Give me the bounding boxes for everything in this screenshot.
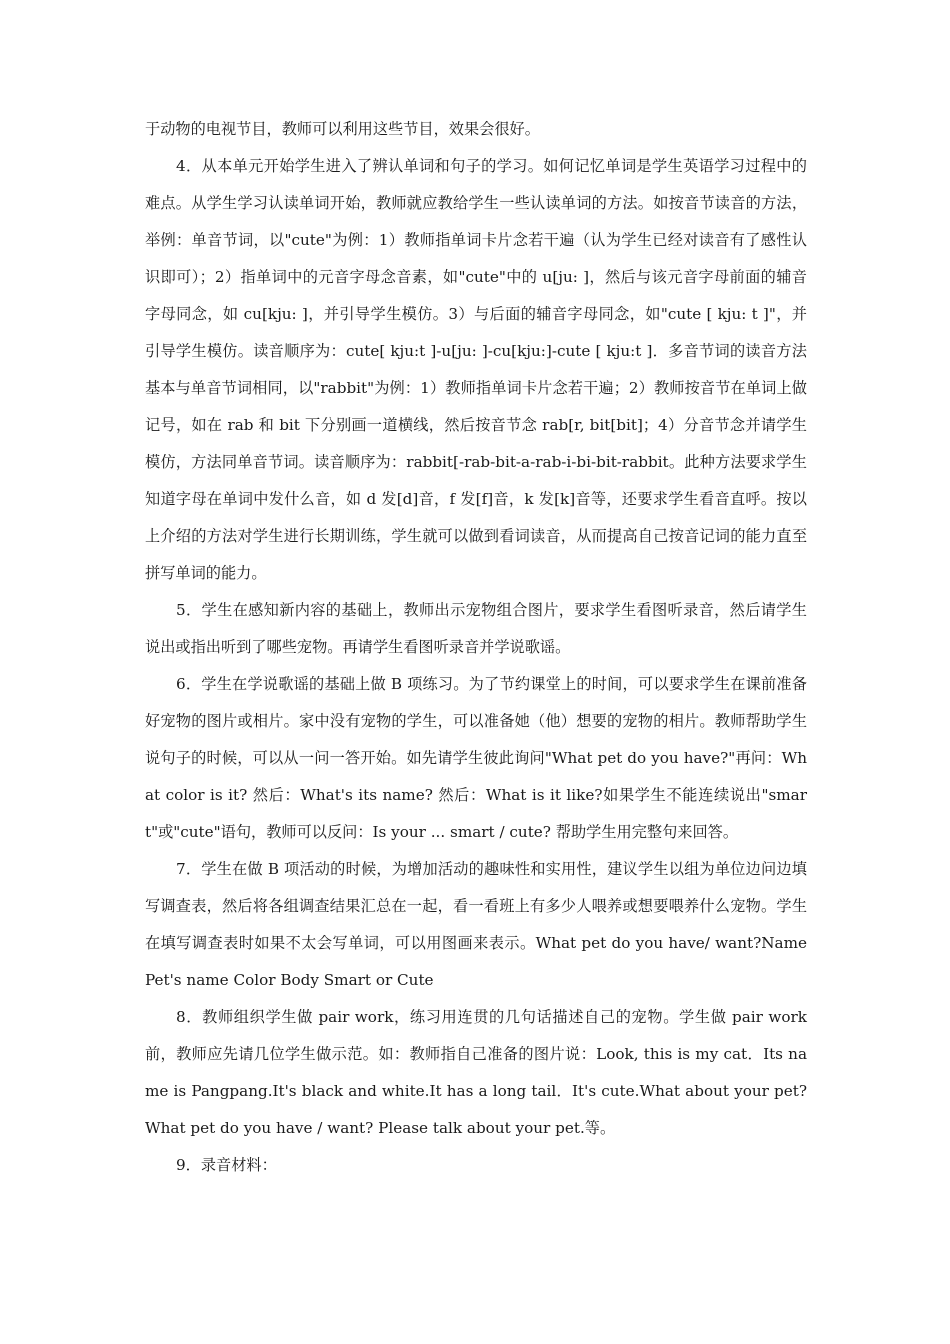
paragraph-9-recording-materials: 9．录音材料： [176, 1156, 277, 1174]
paragraph-7-survey: 7．学生在做 B 项活动的时候，为增加活动的趣味性和实用性，建议学生以组为单位边问边填写调查表，然后将各组调查结果汇总在一起，看一看班上有多少人喂养或想要喂养什么宠物。学生在填写调查表时如果不太会写单词，可以用图画来表示。What pet do you have/ want?Name Pet's name Color Body Smart or Cute [145, 860, 807, 989]
paragraph-5-pet-pictures: 5．学生在感知新内容的基础上，教师出示宠物组合图片，要求学生看图听录音，然后请学生说出或指出听到了哪些宠物。再请学生看图听录音并学说歌谣。 [145, 601, 807, 656]
document-body [145, 111, 807, 1184]
paragraph-intro: 于动物的电视节目，教师可以利用这些节目，效果会很好。 [145, 120, 540, 138]
paragraph-6-exercise-b: 6．学生在学说歌谣的基础上做 B 项练习。为了节约课堂上的时间，可以要求学生在课前准备好宠物的图片或相片。家中没有宠物的学生，可以准备她（他）想要的宠物的相片。教师帮助学生说句子的时候，可以从一问一答开始。如先请学生彼此询问"What pet do you have?"再问：What color is it? 然后：What's its name? 然后：What is it like?如果学生不能连续说出"smart"或"cute"语句，教师可以反问：Is your ... smart / cute? 帮助学生用完整句来回答。 [145, 675, 807, 841]
paragraph-8-pair-work: 8．教师组织学生做 pair work，练习用连贯的几句话描述自己的宠物。学生做 pair work 前，教师应先请几位学生做示范。如：教师指自己准备的图片说：Look, this is my cat．Its name is Pangpang.It's black and white.It has a long tail．It's cute.What about your pet? What pet do you have / want? Please talk about your pet.等。 [145, 1008, 807, 1137]
paragraph-4-word-reading-methods: 4．从本单元开始学生进入了辨认单词和句子的学习。如何记忆单词是学生英语学习过程中的难点。从学生学习认读单词开始，教师就应教给学生一些认读单词的方法。如按音节读音的方法，举例：单音节词，以"cute"为例：1）教师指单词卡片念若干遍（认为学生已经对读音有了感性认识即可）；2）指单词中的元音字母念音素，如"cute"中的 u[ju: ]，然后与该元音字母前面的辅音字母同念，如 cu[kju: ]，并引导学生模仿。3）与后面的辅音字母同念，如"cute [ kju: t ]"，并引导学生模仿。读音顺序为：cute[ kju:t ]-u[ju: ]-cu[kju:]-cute [ kju:t ]．多音节词的读音方法基本与单音节词相同，以"rabbit"为例：1）教师指单词卡片念若干遍；2）教师按音节在单词上做记号，如在 rab 和 bit 下分别画一道横线，然后按音节念 rab[r, bit[bit]；4）分音节念并请学生模仿，方法同单音节词。读音顺序为：rabbit[-rab-bit-a-rab-i-bi-bit-rabbit。此种方法要求学生知道字母在单词中发什么音，如 d 发[d]音，f 发[f]音，k 发[k]音等，还要求学生看音直呼。按以上介绍的方法对学生进行长期训练，学生就可以做到看词读音，从而提高自己按音记词的能力直至拼写单词的能力。 [145, 157, 807, 582]
